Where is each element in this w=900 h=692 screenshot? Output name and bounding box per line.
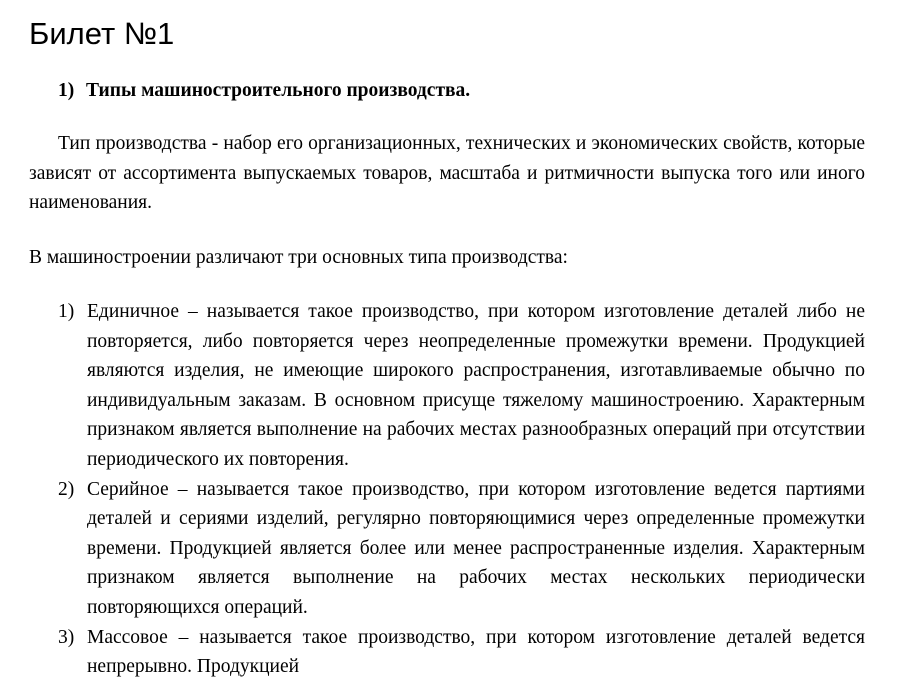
section-number: 1)	[58, 80, 75, 101]
ticket-heading: Билет №1	[29, 16, 175, 51]
list-item-number: 3)	[58, 626, 75, 648]
section-title	[58, 76, 470, 106]
production-types-list	[29, 297, 865, 682]
list-item-number: 2)	[58, 478, 75, 500]
list-item-text: Массовое – называется такое производство, при котором изготовление деталей ведется непрерывно. Продукцией	[87, 626, 865, 678]
list-item	[29, 623, 865, 682]
definition-paragraph: Тип производства - набор его организационных, технических и экономических свойств, которые зависят от ассортимента выпускаемых товаров, масштаба и ритмичности выпуска того или иного наименования.	[29, 133, 865, 214]
list-item-text: Единичное – называется такое производство, при котором изготовление деталей либо не повторяется, либо повторяется через неопределенные промежутки времени. Продукцией являются изделия, не имеющие широкого распространения, изготавливаемые обычно по индивидуальным заказам. В основном присуще тяжелому машиностроению. Характерным признаком является выполнение на рабочих местах разнообразных операций при отсутствии периодического их повторения.	[87, 301, 865, 470]
list-item	[29, 475, 865, 623]
section-title-text: Типы машиностроительного производства.	[86, 80, 471, 101]
intro-paragraph: В машиностроении различают три основных типа производства:	[29, 247, 568, 268]
list-item	[29, 297, 865, 475]
list-item-text: Серийное – называется такое производство, при котором изготовление ведется партиями деталей и сериями изделий, регулярно повторяющимися через определенные промежутки времени. Продукцией является более или менее распространенные изделия. Характерным признаком является выполнение на рабочих местах нескольких периодически повторяющихся операций.	[87, 478, 865, 618]
list-item-number: 1)	[58, 301, 75, 322]
